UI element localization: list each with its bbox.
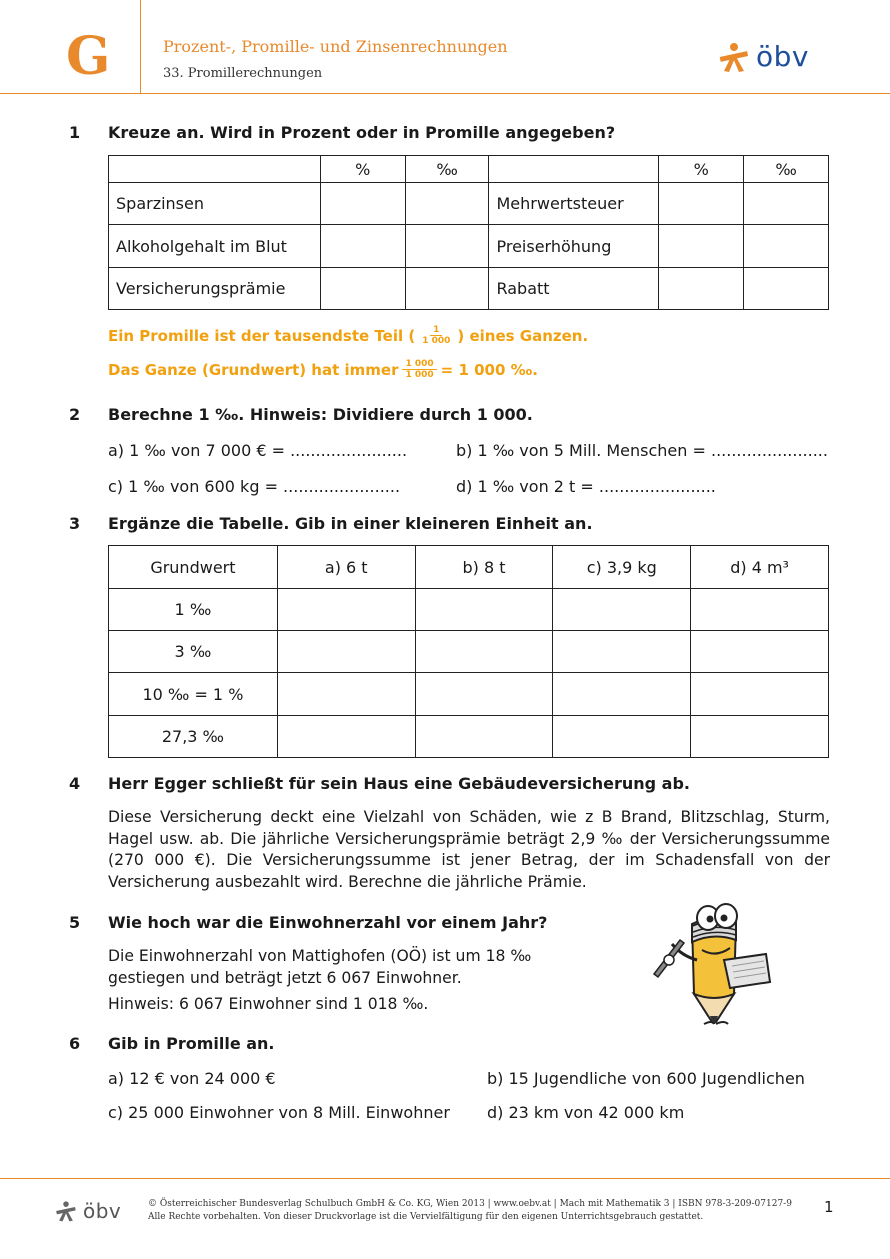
info-whole-line [108,359,538,380]
answer-cell[interactable] [691,631,829,673]
task-6b: b) 15 Jugendliche von 600 Jugendlichen [487,1069,805,1088]
answer-cell[interactable] [553,673,691,716]
task-3-question: Ergänze die Tabelle. Gib in einer kleineren Einheit an. [108,514,593,533]
task-5-line-1: Die Einwohnerzahl von Mattighofen (OÖ) ist um 18 ‰ [108,947,532,965]
row-label: Alkoholgehalt im Blut [109,225,321,268]
col-header: b) 8 t [415,546,553,589]
row-label: 27,3 ‰ [109,716,278,758]
col-permille-right: ‰ [744,156,829,183]
info-text: = 1 000 ‰. [440,360,538,379]
task-2b: b) 1 ‰ von 5 Mill. Menschen = ....................... [456,441,828,460]
checkbox-cell[interactable] [405,225,489,268]
table-row [109,225,829,268]
task-6-number: 6 [69,1034,81,1053]
answer-cell[interactable] [415,716,553,758]
answer-cell[interactable] [553,589,691,631]
row-label: 1 ‰ [109,589,278,631]
task-3-header-row [109,546,829,589]
checkbox-cell[interactable] [744,268,829,310]
info-definition-line [108,325,588,346]
fraction [419,325,453,346]
info-text: Ein Promille ist der tausendste Teil ( [108,326,416,345]
checkbox-cell[interactable] [320,268,405,310]
task-6a: a) 12 € von 24 000 € [108,1069,276,1088]
page-number: 1 [824,1198,834,1216]
task-2-number: 2 [69,405,81,424]
checkbox-cell[interactable] [744,183,829,225]
answer-cell[interactable] [415,589,553,631]
task-2d: d) 1 ‰ von 2 t = ....................... [456,477,716,496]
task-5-number: 5 [69,913,81,932]
footer-logo-text: öbv [83,1199,122,1223]
footer-divider [0,1178,890,1179]
task-1-question: Kreuze an. Wird in Prozent oder in Promille angegeben? [108,123,616,142]
task-1-number: 1 [69,123,81,142]
header-divider-horizontal [0,93,890,94]
row-label: Versicherungsprämie [109,268,321,310]
task-2a: a) 1 ‰ von 7 000 € = ....................... [108,441,408,460]
table-row [109,589,829,631]
row-label: Mehrwertsteuer [489,183,659,225]
table-cell [489,156,659,183]
task-1-header-row [109,156,829,183]
table-row [109,183,829,225]
answer-cell[interactable] [415,631,553,673]
checkbox-cell[interactable] [659,183,744,225]
col-percent-left: % [320,156,405,183]
task-1-table [108,155,829,310]
checkbox-cell[interactable] [659,268,744,310]
table-row [109,716,829,758]
task-2c: c) 1 ‰ von 600 kg = ....................... [108,477,401,496]
footer-rights: Alle Rechte vorbehalten. Von dieser Druckvorlage ist die Vervielfältigung für den eigenen Unterrichtsgebrauch gestattet. [148,1212,704,1222]
checkbox-cell[interactable] [320,225,405,268]
header-divider-vertical [140,0,141,93]
col-permille-left: ‰ [405,156,489,183]
row-label: 10 ‰ = 1 % [109,673,278,716]
answer-cell[interactable] [277,673,415,716]
footer-logo [55,1199,121,1223]
task-6-question: Gib in Promille an. [108,1034,275,1053]
task-4-number: 4 [69,774,81,793]
answer-cell[interactable] [277,589,415,631]
checkbox-cell[interactable] [405,268,489,310]
answer-cell[interactable] [277,631,415,673]
task-5-line-2: gestiegen und beträgt jetzt 6 067 Einwohner. [108,969,462,987]
grundwert-header: Grundwert [109,546,278,589]
footer-copyright: © Österreichischer Bundesverlag Schulbuch GmbH & Co. KG, Wien 2013 | www.oebv.at | Mach mit Mathematik 3 | ISBN 978-3-209-07127-9 [148,1199,792,1209]
checkbox-cell[interactable] [744,225,829,268]
star-icon [718,41,750,73]
col-header: d) 4 m³ [691,546,829,589]
row-label: Preiserhöhung [489,225,659,268]
table-row [109,673,829,716]
info-text: Das Ganze (Grundwert) hat immer [108,360,399,379]
fraction-denominator: 1 000 [422,336,451,346]
publisher-logo-text: öbv [756,40,809,73]
checkbox-cell[interactable] [405,183,489,225]
publisher-logo [718,40,809,73]
row-label: 3 ‰ [109,631,278,673]
table-cell [109,156,321,183]
checkbox-cell[interactable] [659,225,744,268]
task-6d: d) 23 km von 42 000 km [487,1103,685,1122]
info-text: ) eines Ganzen. [457,326,589,345]
fraction [402,359,436,380]
fraction-denominator: 1 000 [405,370,434,380]
table-row [109,268,829,310]
task-5-question: Wie hoch war die Einwohnerzahl vor einem Jahr? [108,913,548,932]
col-header: c) 3,9 kg [553,546,691,589]
task-2-question: Berechne 1 ‰. Hinweis: Dividiere durch 1 000. [108,405,533,424]
task-4-question: Herr Egger schließt für sein Haus eine Gebäudeversicherung ab. [108,774,690,793]
section-subtitle: 33. Promillerechnungen [163,66,323,81]
task-3-number: 3 [69,514,81,533]
fraction-numerator: 1 [430,325,442,336]
chapter-letter: G [66,26,111,87]
chapter-title: Prozent-, Promille- und Zinsenrechnungen [163,37,508,56]
star-icon [55,1200,77,1222]
col-header: a) 6 t [277,546,415,589]
checkbox-cell[interactable] [320,183,405,225]
answer-cell[interactable] [691,673,829,716]
table-row [109,631,829,673]
task-4-text: Diese Versicherung deckt eine Vielzahl von Schäden, wie z B Brand, Blitzschlag, Sturm, Hagel usw. ab. Die jährliche Versicherungsprämie beträgt 2,9 ‰ der Versicherungssumme (270 000 €). Die Versicherungssumme ist jener Betrag, der im Schadensfall von der Versicherung ausbezahlt wird. Berechne die jährliche Prämie. [108,808,830,891]
answer-cell[interactable] [277,716,415,758]
pencil-mascot-illustration [640,896,775,1028]
task-5-hint: Hinweis: 6 067 Einwohner sind 1 018 ‰. [108,995,429,1013]
answer-cell[interactable] [553,631,691,673]
task-3-table [108,545,829,758]
col-percent-right: % [659,156,744,183]
row-label: Rabatt [489,268,659,310]
row-label: Sparzinsen [109,183,321,225]
answer-cell[interactable] [691,589,829,631]
answer-cell[interactable] [415,673,553,716]
answer-cell[interactable] [553,716,691,758]
task-6c: c) 25 000 Einwohner von 8 Mill. Einwohner [108,1103,450,1122]
fraction-numerator: 1 000 [402,359,436,370]
answer-cell[interactable] [691,716,829,758]
